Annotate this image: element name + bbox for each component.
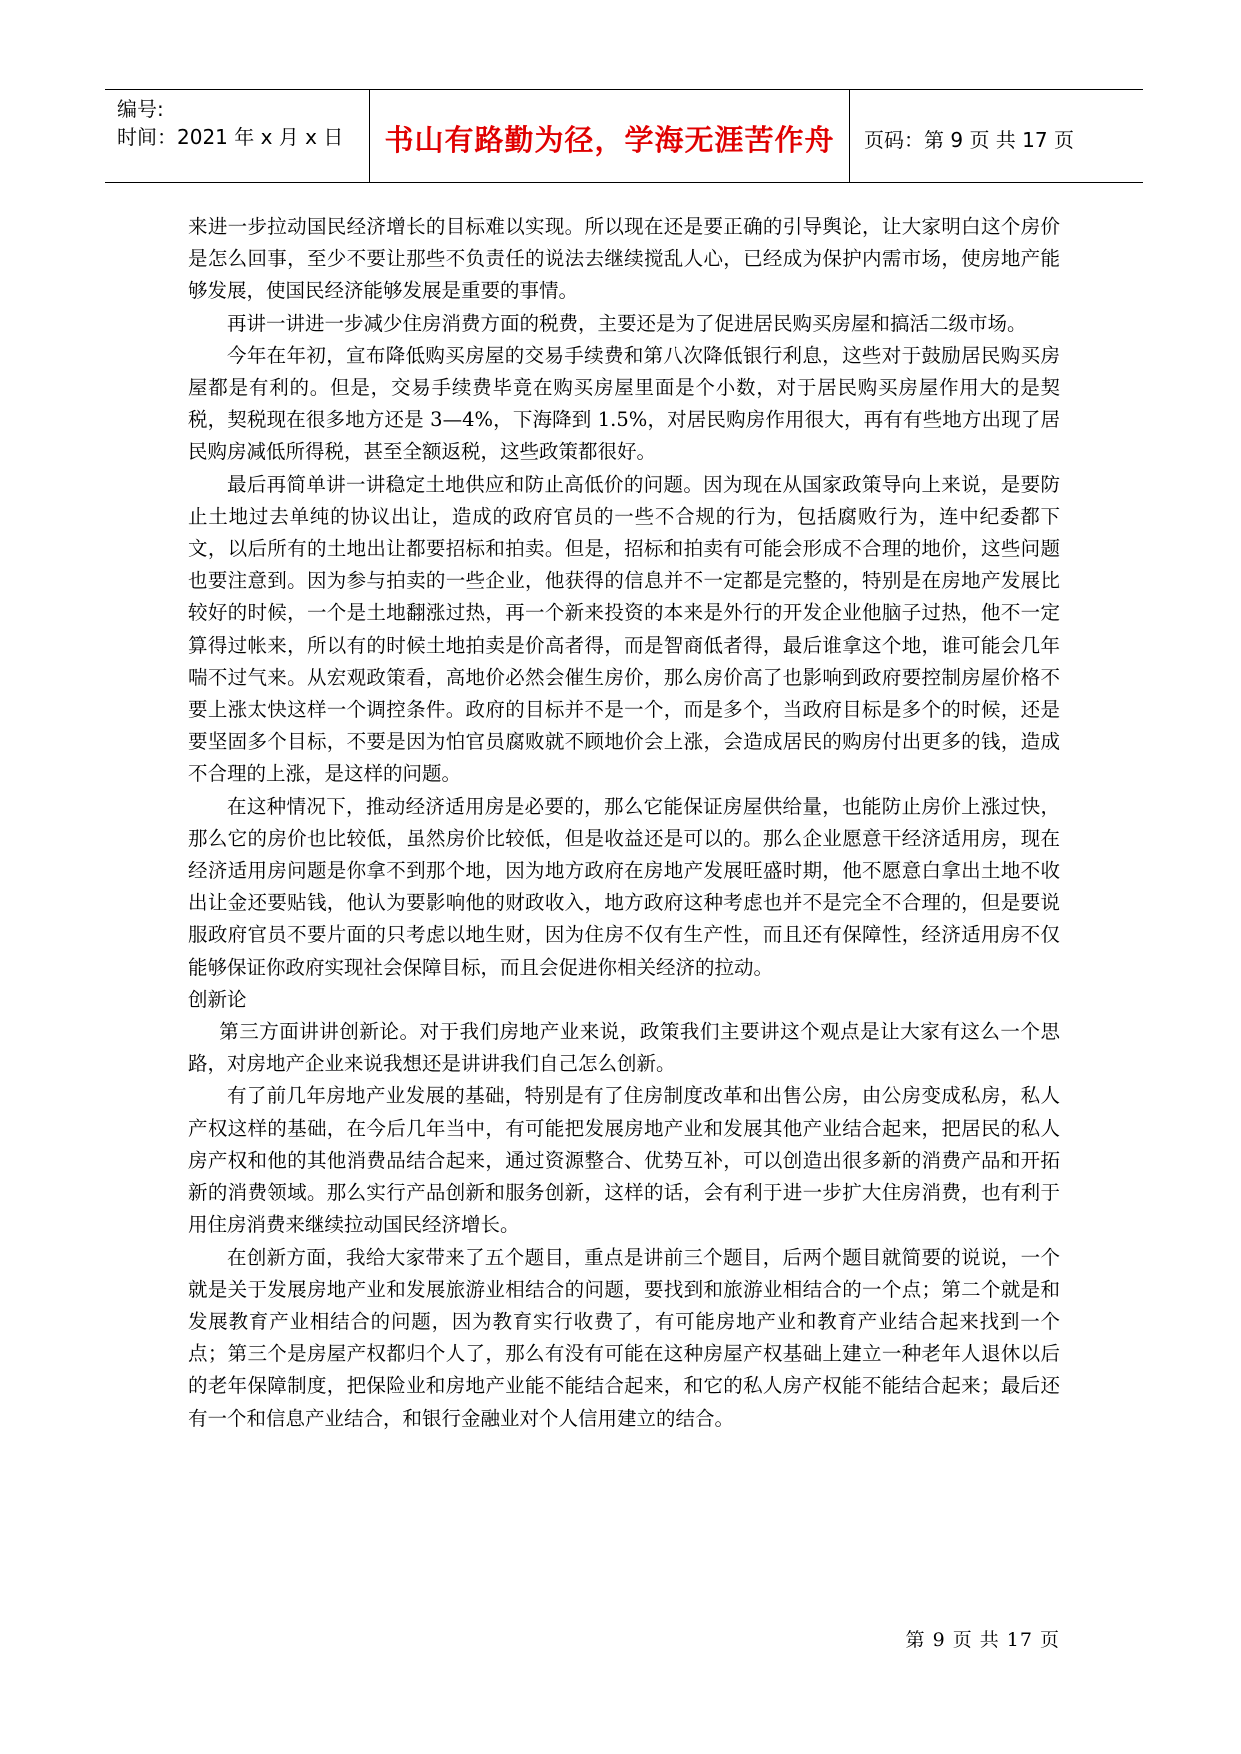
section-heading-innovation: 创新论 <box>188 987 247 1011</box>
paragraph-land-supply: 最后再简单讲一讲稳定土地供应和防止高低价的问题。因为现在从国家政策导向上来说，是要防止土地过去单纯的协议出让，造成的政府官员的一些不合规的行为，包括腐败行为，连中纪委都下文，以后所有的土地出让都要招标和拍卖。但是，招标和拍卖有可能会形成不合理的地价，这些问题也要注意到。因为参与拍卖的一些企业，他获得的信息并不一定都是完整的，特别是在房地产发展比较好的时候，一个是土地翻涨过热，再一个新来投资的本来是外行的开发企业他脑子过热，他不一定算得过帐来，所以有的时候土地拍卖是价高者得，而是智商低者得，最后谁拿这个地，谁可能会几年喘不过气来。从宏观政策看，高地价必然会催生房价，那么房价高了也影响到政府要控制房屋价格不要上涨太快这样一个调控条件。政府的目标并不是一个，而是多个，当政府目标是多个的时候，还是要坚固多个目标，不要是因为怕官员腐败就不顾地价会上涨，会造成居民的购房付出更多的钱，造成不合理的上涨，是这样的问题。 <box>188 472 1060 786</box>
document-body <box>188 211 1060 1435</box>
page-header <box>105 89 1143 183</box>
header-info-cell <box>105 90 370 182</box>
paragraph-innovation-intro: 第三方面讲讲创新论。对于我们房地产业来说，政策我们主要讲这个观点是让大家有这么一个思路，对房地产企业来说我想还是讲讲我们自己怎么创新。 <box>188 1020 1060 1076</box>
paragraph-transaction-fees: 今年在年初，宣布降低购买房屋的交易手续费和第八次降低银行利息，这些对于鼓励居民购买房屋都是有利的。但是，交易手续费毕竟在购买房屋里面是个小数，对于居民购买房屋作用大的是契税，契税现在很多地方还是 3—4%，下海降到 1.5%，对居民购房作用很大，再有有些地方出现了居民购房减低所得税，甚至全额返税，这些政策都很好。 <box>188 343 1060 464</box>
header-motto: 书山有路勤为径，学海无涯苦作舟 <box>370 90 850 182</box>
page-footer: 第 9 页 共 17 页 <box>905 1629 1060 1651</box>
paragraph-continuation: 来进一步拉动国民经济增长的目标难以实现。所以现在还是要正确的引导舆论，让大家明白这个房价是怎么回事，至少不要让那些不负责任的说法去继续搅乱人心，已经成为保护内需市场，使房地产能够发展，使国民经济能够发展是重要的事情。 <box>188 215 1060 303</box>
paragraph-tax-reduction: 再讲一讲进一步减少住房消费方面的税费，主要还是为了促进居民购买房屋和搞活二级市场。 <box>227 311 1027 335</box>
document-time-label: 时间：2021 年 x 月 x 日 <box>117 125 344 149</box>
header-page-number: 页码：第 9 页 共 17 页 <box>864 127 1074 152</box>
paragraph-innovation-topics: 在创新方面，我给大家带来了五个题目，重点是讲前三个题目，后两个题目就简要的说说，一个就是关于发展房地产业和发展旅游业相结合的问题，要找到和旅游业相结合的一个点；第二个就是和发展教育产业相结合的问题，因为教育实行收费了，有可能房地产业和教育产业结合起来找到一个点；第三个是房屋产权都归个人了，那么有没有可能在这种房屋产权基础上建立一种老年人退休以后的老年保障制度，把保险业和房地产业能不能结合起来，和它的私人房产权能不能结合起来；最后还有一个和信息产业结合，和银行金融业对个人信用建立的结合。 <box>188 1245 1060 1430</box>
paragraph-innovation-basis: 有了前几年房地产业发展的基础，特别是有了住房制度改革和出售公房，由公房变成私房，私人产权这样的基础，在今后几年当中，有可能把发展房地产业和发展其他产业结合起来，把居民的私人房产权和他的其他消费品结合起来，通过资源整合、优势互补，可以创造出很多新的消费产品和开拓新的消费领域。那么实行产品创新和服务创新，这样的话，会有利于进一步扩大住房消费，也有利于用住房消费来继续拉动国民经济增长。 <box>188 1084 1060 1237</box>
paragraph-affordable-housing: 在这种情况下，推动经济适用房是必要的，那么它能保证房屋供给量，也能防止房价上涨过快，那么它的房价也比较低，虽然房价比较低，但是收益还是可以的。那么企业愿意干经济适用房，现在经济适用房问题是你拿不到那个地，因为地方政府在房地产发展旺盛时期，他不愿意白拿出土地不收出让金还要贴钱，他认为要影响他的财政收入，地方政府这种考虑也并不是完全不合理的，但是要说服政府官员不要片面的只考虑以地生财，因为住房不仅有生产性，而且还有保障性，经济适用房不仅能够保证你政府实现社会保障目标，而且会促进你相关经济的拉动。 <box>188 794 1060 979</box>
document-number-label: 编号: <box>117 97 164 121</box>
